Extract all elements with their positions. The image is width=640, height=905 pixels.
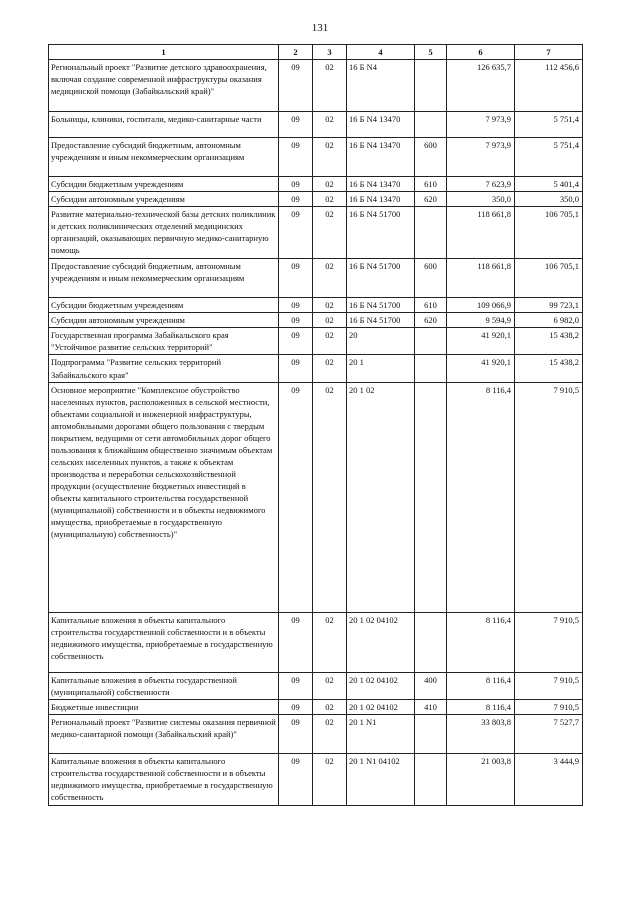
expense-type-cell (415, 207, 447, 259)
row-name-cell: Капитальные вложения в объекты капитального строительства государственной собственности и в объекты недвижимого имущества, приобретаемые в государственную собственность (49, 612, 279, 672)
row-name-cell: Региональный проект "Развитие детского здравоохранения, включая создание современной инфраструктуры оказания медицинской помощи (Забайкальский край)" (49, 60, 279, 112)
table-row (49, 753, 583, 805)
amount-cell: 15 438,2 (515, 355, 583, 382)
expense-type-cell (415, 612, 447, 672)
table-row (49, 192, 583, 207)
column-header: 7 (515, 45, 583, 60)
row-name-cell: Субсидии бюджетным учреждениям (49, 177, 279, 192)
page-number: 131 (311, 22, 329, 34)
budget-table (48, 44, 583, 806)
subsection-cell: 02 (313, 328, 347, 355)
target-code-cell: 16 Б N4 13470 (347, 177, 415, 192)
expense-type-cell (415, 60, 447, 112)
amount-cell: 8 116,4 (447, 672, 515, 699)
target-code-cell: 20 1 02 (347, 382, 415, 612)
row-name-cell: Капитальные вложения в объекты государственной (муниципальной) собственности (49, 672, 279, 699)
expense-type-cell (415, 382, 447, 612)
amount-cell: 8 116,4 (447, 699, 515, 714)
target-code-cell: 16 Б N4 13470 (347, 192, 415, 207)
amount-cell: 7 910,5 (515, 382, 583, 612)
subsection-cell: 02 (313, 313, 347, 328)
amount-cell: 126 635,7 (447, 60, 515, 112)
section-cell: 09 (279, 60, 313, 112)
subsection-cell: 02 (313, 612, 347, 672)
target-code-cell: 16 Б N4 13470 (347, 112, 415, 138)
row-name-cell: Больницы, клиники, госпитали, медико-санитарные части (49, 112, 279, 138)
subsection-cell: 02 (313, 753, 347, 805)
target-code-cell: 16 Б N4 51700 (347, 207, 415, 259)
target-code-cell: 16 Б N4 13470 (347, 138, 415, 177)
expense-type-cell (415, 714, 447, 753)
expense-type-cell (415, 753, 447, 805)
target-code-cell: 20 1 02 04102 (347, 612, 415, 672)
row-name-cell: Капитальные вложения в объекты капитального строительства государственной собственности и в объекты недвижимого имущества, приобретаемые в государственную собственность (49, 753, 279, 805)
expense-type-cell: 610 (415, 177, 447, 192)
expense-type-cell: 600 (415, 259, 447, 298)
amount-cell: 350,0 (447, 192, 515, 207)
amount-cell: 106 705,1 (515, 207, 583, 259)
expense-type-cell: 620 (415, 192, 447, 207)
subsection-cell: 02 (313, 699, 347, 714)
target-code-cell: 20 1 N1 (347, 714, 415, 753)
table-row (49, 672, 583, 699)
section-cell: 09 (279, 298, 313, 313)
column-header: 4 (347, 45, 415, 60)
amount-cell: 99 723,1 (515, 298, 583, 313)
target-code-cell: 20 1 (347, 355, 415, 382)
section-cell: 09 (279, 328, 313, 355)
header-row (49, 45, 583, 60)
amount-cell: 112 456,6 (515, 60, 583, 112)
expense-type-cell (415, 328, 447, 355)
section-cell: 09 (279, 753, 313, 805)
section-cell: 09 (279, 672, 313, 699)
amount-cell: 7 910,5 (515, 612, 583, 672)
expense-type-cell: 600 (415, 138, 447, 177)
amount-cell: 7 973,9 (447, 112, 515, 138)
target-code-cell: 20 (347, 328, 415, 355)
section-cell: 09 (279, 192, 313, 207)
section-cell: 09 (279, 138, 313, 177)
section-cell: 09 (279, 207, 313, 259)
column-header: 5 (415, 45, 447, 60)
amount-cell: 7 910,5 (515, 699, 583, 714)
section-cell: 09 (279, 612, 313, 672)
row-name-cell: Субсидии бюджетным учреждениям (49, 298, 279, 313)
table-row (49, 60, 583, 112)
amount-cell: 33 803,8 (447, 714, 515, 753)
table-row (49, 382, 583, 612)
amount-cell: 109 066,9 (447, 298, 515, 313)
expense-type-cell: 620 (415, 313, 447, 328)
subsection-cell: 02 (313, 207, 347, 259)
subsection-cell: 02 (313, 672, 347, 699)
subsection-cell: 02 (313, 60, 347, 112)
amount-cell: 7 973,9 (447, 138, 515, 177)
subsection-cell: 02 (313, 138, 347, 177)
amount-cell: 8 116,4 (447, 612, 515, 672)
amount-cell: 350,0 (515, 192, 583, 207)
table-row (49, 328, 583, 355)
table-row (49, 112, 583, 138)
row-name-cell: Развитие материально-технической базы детских поликлиник и детских поликлинических отделений медицинских организаций, оказывающих первичную медико-санитарную помощь (49, 207, 279, 259)
section-cell: 09 (279, 313, 313, 328)
row-name-cell: Региональный проект "Развитие системы оказания первичной медико-санитарной помощи (Забайкальский край)" (49, 714, 279, 753)
table-row (49, 313, 583, 328)
row-name-cell: Предоставление субсидий бюджетным, автономным учреждениям и иным некоммерческим организациям (49, 259, 279, 298)
table-row (49, 714, 583, 753)
amount-cell: 6 982,0 (515, 313, 583, 328)
expense-type-cell (415, 355, 447, 382)
table-row (49, 298, 583, 313)
amount-cell: 5 751,4 (515, 138, 583, 177)
row-name-cell: Основное мероприятие "Комплексное обустройство населенных пунктов, расположенных в сельской местности, объектами социальной и инженерной инфраструктуры, автомобильными дорогами общего пользования с твердым покрытием, ведущими от сети автомобильных дорог общего пользования к ближайшим общественно значимым объектам сельских населенных пунктов, а также к объектам производства и переработки сельскохозяйственной продукции (осуществление бюджетных инвестиций в объекты капитального строительства государственной (муниципальной) собственности и в объекты недвижимого имущества, приобретаемые в государственную (муниципальную) собственность)" (49, 382, 279, 612)
amount-cell: 7 910,5 (515, 672, 583, 699)
table-row (49, 699, 583, 714)
target-code-cell: 16 Б N4 (347, 60, 415, 112)
section-cell: 09 (279, 177, 313, 192)
target-code-cell: 20 1 02 04102 (347, 699, 415, 714)
table-row (49, 355, 583, 382)
target-code-cell: 16 Б N4 51700 (347, 259, 415, 298)
table-row (49, 612, 583, 672)
amount-cell: 5 401,4 (515, 177, 583, 192)
subsection-cell: 02 (313, 192, 347, 207)
amount-cell: 41 920,1 (447, 328, 515, 355)
subsection-cell: 02 (313, 298, 347, 313)
amount-cell: 7 527,7 (515, 714, 583, 753)
expense-type-cell: 410 (415, 699, 447, 714)
subsection-cell: 02 (313, 714, 347, 753)
column-header: 1 (49, 45, 279, 60)
target-code-cell: 16 Б N4 51700 (347, 298, 415, 313)
row-name-cell: Бюджетные инвестиции (49, 699, 279, 714)
section-cell: 09 (279, 714, 313, 753)
column-header: 6 (447, 45, 515, 60)
section-cell: 09 (279, 112, 313, 138)
row-name-cell: Подпрограмма "Развитие сельских территорий Забайкальского края" (49, 355, 279, 382)
amount-cell: 41 920,1 (447, 355, 515, 382)
column-header: 3 (313, 45, 347, 60)
subsection-cell: 02 (313, 177, 347, 192)
section-cell: 09 (279, 382, 313, 612)
amount-cell: 118 661,8 (447, 259, 515, 298)
subsection-cell: 02 (313, 112, 347, 138)
amount-cell: 15 438,2 (515, 328, 583, 355)
row-name-cell: Субсидии автономным учреждениям (49, 192, 279, 207)
row-name-cell: Государственная программа Забайкальского края "Устойчивое развитие сельских территорий" (49, 328, 279, 355)
expense-type-cell: 400 (415, 672, 447, 699)
section-cell: 09 (279, 259, 313, 298)
column-header: 2 (279, 45, 313, 60)
subsection-cell: 02 (313, 355, 347, 382)
amount-cell: 3 444,9 (515, 753, 583, 805)
table-row (49, 177, 583, 192)
table-row (49, 207, 583, 259)
amount-cell: 21 003,8 (447, 753, 515, 805)
amount-cell: 8 116,4 (447, 382, 515, 612)
expense-type-cell: 610 (415, 298, 447, 313)
amount-cell: 106 705,1 (515, 259, 583, 298)
amount-cell: 118 661,8 (447, 207, 515, 259)
section-cell: 09 (279, 699, 313, 714)
subsection-cell: 02 (313, 382, 347, 612)
table-row (49, 138, 583, 177)
target-code-cell: 20 1 N1 04102 (347, 753, 415, 805)
subsection-cell: 02 (313, 259, 347, 298)
section-cell: 09 (279, 355, 313, 382)
target-code-cell: 20 1 02 04102 (347, 672, 415, 699)
target-code-cell: 16 Б N4 51700 (347, 313, 415, 328)
amount-cell: 5 751,4 (515, 112, 583, 138)
row-name-cell: Предоставление субсидий бюджетным, автономным учреждениям и иным некоммерческим организациям (49, 138, 279, 177)
table-row (49, 259, 583, 298)
expense-type-cell (415, 112, 447, 138)
amount-cell: 7 623,9 (447, 177, 515, 192)
amount-cell: 9 594,9 (447, 313, 515, 328)
row-name-cell: Субсидии автономным учреждениям (49, 313, 279, 328)
